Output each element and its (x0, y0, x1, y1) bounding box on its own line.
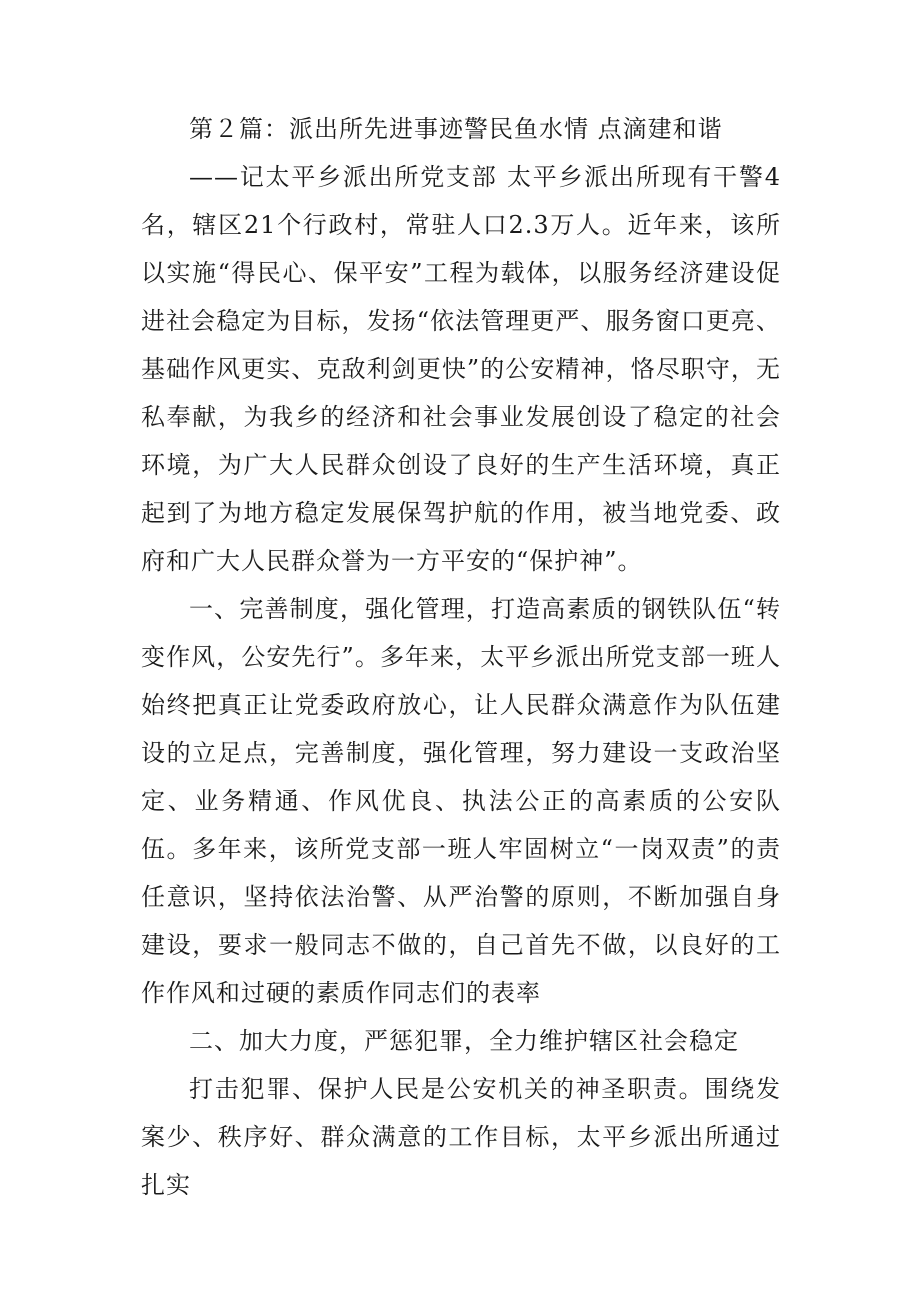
document-body (141, 105, 781, 1209)
intro-paragraph: ——记太平乡派出所党支部 太平乡派出所现有干警4名，辖区21个行政村，常驻人口2.3万人。近年来，该所以实施“得民心、保平安”工程为载体，以服务经济建设促进社会稳定为目标，发扬“依法管理更严、服务窗口更亮、基础作风更实、克敌利剑更快”的公安精神，恪尽职守，无私奉献，为我乡的经济和社会事业发展创设了稳定的社会环境，为广大人民群众创设了良好的生产生活环境，真正起到了为地方稳定发展保驾护航的作用，被当地党委、政府和广大人民群众誉为一方平安的“保护神”。 (141, 163, 781, 575)
section-two-heading: 二、加大力度，严惩犯罪，全力维护辖区社会稳定 (189, 1027, 739, 1055)
section-one-paragraph: 一、完善制度，强化管理，打造高素质的钢铁队伍“转变作风，公安先行”。多年来，太平乡派出所党支部一班人始终把真正让党委政府放心，让人民群众满意作为队伍建设的立足点，完善制度，强化管理，努力建设一支政治坚定、业务精通、作风优良、执法公正的高素质的公安队伍。多年来，该所党支部一班人牢固树立“一岗双责”的责任意识，坚持依法治警、从严治警的原则，不断加强自身建设，要求一般同志不做的，自己首先不做，以良好的工作作风和过硬的素质作同志们的表率 (141, 595, 781, 1007)
section-two-paragraph: 打击犯罪、保护人民是公安机关的神圣职责。围绕发案少、秩序好、群众满意的工作目标，太平乡派出所通过扎实 (141, 1075, 781, 1199)
document-title: 第２篇：派出所先进事迹警民鱼水情 点滴建和谐 (189, 115, 723, 143)
